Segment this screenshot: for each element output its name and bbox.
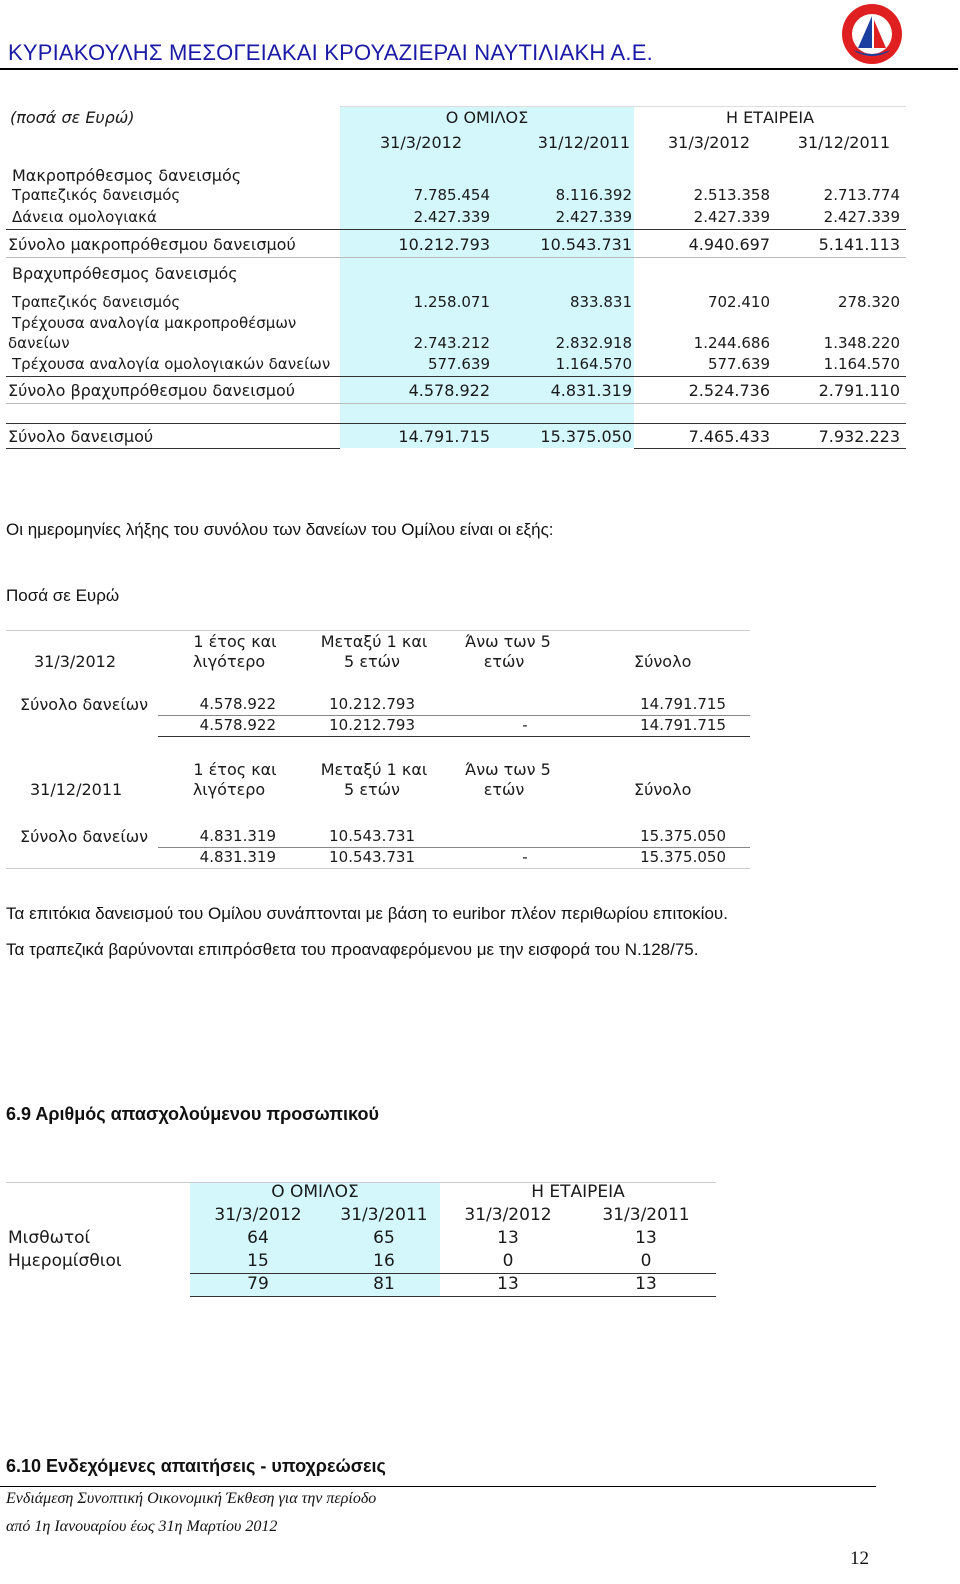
col-header-total: Σύνολο (634, 652, 692, 671)
company-logo (840, 2, 904, 66)
cell-value: 2.513.358 (693, 186, 770, 204)
cell-value: 577.639 (707, 355, 770, 373)
footer-report-title: Ενδιάμεση Συνοπτική Οικονομική Έκθεση για την περίοδο (6, 1490, 377, 1507)
col-header: Μεταξύ 1 και (320, 632, 428, 651)
cell-value: 13 (635, 1228, 657, 1248)
row-label: δανείων (8, 334, 70, 352)
cell-value: 2.427.339 (823, 208, 900, 226)
total-value: 81 (373, 1274, 395, 1294)
total-rule (190, 1296, 716, 1297)
col-header: 1 έτος και (193, 632, 277, 651)
cell-value: 15 (247, 1251, 269, 1271)
total-value: 13 (635, 1274, 657, 1294)
subtotal-rule (6, 376, 906, 377)
total-label: Σύνολο μακροπρόθεσμου δανεισμού (8, 235, 296, 254)
footer-divider (0, 1486, 876, 1487)
cell-value: 577.639 (427, 355, 490, 373)
cell-value: 4.831.319 (199, 848, 276, 866)
total-value: 79 (247, 1274, 269, 1294)
cell-value: 14.791.715 (640, 695, 726, 713)
unit-note: (ποσά σε Ευρώ) (10, 108, 135, 127)
cell-value: 14.791.715 (640, 716, 726, 734)
total-value: 4.940.697 (688, 235, 770, 254)
col-header: 5 ετών (344, 780, 400, 799)
group-header: Ο ΟΜΙΛΟΣ (445, 108, 529, 127)
row-rule (6, 257, 906, 258)
personnel-table (0, 1178, 720, 1300)
row-label: Σύνολο δανείων (20, 827, 149, 846)
cell-value: 2.743.212 (413, 334, 490, 352)
row-label: Τραπεζικός δανεισμός (12, 293, 181, 311)
cell-value: 1.258.071 (413, 293, 490, 311)
cell-value: 2.427.339 (555, 208, 632, 226)
cell-value: - (522, 716, 528, 734)
cell-value: 833.831 (569, 293, 632, 311)
cell-value: 8.116.392 (555, 186, 632, 204)
cell-value: 64 (247, 1228, 269, 1248)
total-value: 4.578.922 (408, 381, 490, 400)
block-date: 31/3/2012 (34, 652, 117, 671)
cell-value: 0 (640, 1251, 652, 1271)
cell-value: 15.375.050 (640, 827, 726, 845)
cell-value: 16 (373, 1251, 395, 1271)
col-header: λιγότερο (192, 780, 266, 799)
row-label: Τρέχουσα αναλογία μακροπροθέσμων (12, 314, 297, 332)
company-title: ΚΥΡΙΑΚΟΥΛΗΣ ΜΕΣΟΓΕΙΑΚΑΙ ΚΡΟΥΑΖΙΕΡΑΙ ΝΑΥΤΙΛΙΑΚΗ Α.Ε. (8, 40, 653, 65)
subtotal-rule (6, 229, 906, 230)
row-label: Μισθωτοί (8, 1228, 91, 1248)
cell-value: - (522, 848, 528, 866)
cell-value: 4.831.319 (199, 827, 276, 845)
date-header: 31/3/2012 (464, 1205, 552, 1225)
cell-value: 13 (497, 1228, 519, 1248)
company-header: Η ΕΤΑΙΡΕΙΑ (725, 108, 815, 127)
date-header: 31/3/2012 (667, 133, 750, 152)
section-heading-6-10: 6.10 Ενδεχόμενες απαιτήσεις - υποχρεώσεις (6, 1456, 386, 1476)
section-heading-6-9: 6.9 Αριθμός απασχολούμενου προσωπικού (6, 1104, 379, 1124)
row-label: Δάνεια ομολογιακά (12, 208, 157, 226)
borrowings-table (0, 100, 960, 460)
cell-value: 10.212.793 (329, 695, 415, 713)
col-header: Άνω των 5 (465, 632, 551, 651)
footer-report-period: από 1η Ιανουαρίου έως 31η Μαρτίου 2012 (6, 1518, 278, 1535)
col-header: Μεταξύ 1 και (320, 760, 428, 779)
cell-value: 7.785.454 (413, 186, 490, 204)
top-rule (340, 106, 906, 107)
cell-value: 2.832.918 (555, 334, 632, 352)
interest-line-2: Τα τραπεζικά βαρύνονται επιπρόσθετα του προαναφερόμενου με την εισφορά του Ν.128/75. (6, 940, 699, 959)
cell-value: 1.164.570 (555, 355, 632, 373)
grand-total-value: 15.375.050 (540, 427, 632, 446)
total-value: 13 (497, 1274, 519, 1294)
cell-value: 10.543.731 (329, 827, 415, 845)
total-value: 2.524.736 (688, 381, 770, 400)
grand-total-value: 7.465.433 (688, 427, 770, 446)
total-value: 2.791.110 (818, 381, 900, 400)
row-rule (6, 403, 906, 404)
cell-value: 702.410 (707, 293, 770, 311)
grand-total-value: 14.791.715 (398, 427, 490, 446)
currency-note: Ποσά σε Ευρώ (6, 586, 120, 605)
cell-value: 15.375.050 (640, 848, 726, 866)
company-header: Η ΕΤΑΙΡΕΙΑ (531, 1182, 625, 1202)
cell-value: 1.164.570 (823, 355, 900, 373)
logo-emblem-icon (840, 2, 904, 66)
cell-value: 2.427.339 (413, 208, 490, 226)
date-header: 31/3/2012 (214, 1205, 302, 1225)
total-value: 5.141.113 (818, 235, 900, 254)
total-rule (6, 423, 906, 424)
grand-total-label: Σύνολο δανεισμού (8, 427, 154, 446)
cell-value: 1.348.220 (823, 334, 900, 352)
col-header-total: Σύνολο (634, 780, 692, 799)
col-header: 5 ετών (344, 652, 400, 671)
total-label: Σύνολο βραχυπρόθεσμου δανεισμού (8, 381, 296, 400)
page-number: 12 (850, 1548, 869, 1569)
top-rule (6, 630, 750, 631)
cell-value: 1.244.686 (693, 334, 770, 352)
row-label: Σύνολο δανείων (20, 695, 149, 714)
grand-total-rule (634, 448, 906, 449)
cell-value: 4.578.922 (199, 695, 276, 713)
cell-value: 2.713.774 (823, 186, 900, 204)
col-header: λιγότερο (192, 652, 266, 671)
grand-total-rule (6, 448, 340, 449)
long-term-title: Μακροπρόθεσμος δανεισμός (12, 166, 242, 185)
col-header: Άνω των 5 (465, 760, 551, 779)
total-value: 10.543.731 (540, 235, 632, 254)
cell-value: 2.427.339 (693, 208, 770, 226)
short-term-title: Βραχυπρόθεσμος δανεισμός (12, 264, 238, 283)
total-value: 4.831.319 (550, 381, 632, 400)
group-header: Ο ΟΜΙΛΟΣ (271, 1182, 359, 1202)
cell-value: 4.578.922 (199, 716, 276, 734)
date-header: 31/3/2012 (379, 133, 462, 152)
date-header: 31/3/2011 (340, 1205, 428, 1225)
date-header: 31/3/2011 (602, 1205, 690, 1225)
cell-value: 0 (502, 1251, 514, 1271)
col-header: ετών (483, 780, 525, 799)
interest-line-1: Τα επιτόκια δανεισμού του Ομίλου συνάπτονται με βάση το euribor πλέον περιθωρίου επιτοκίου. (6, 904, 728, 923)
date-header: 31/12/2011 (797, 133, 890, 152)
cell-value: 10.212.793 (329, 716, 415, 734)
col-header: ετών (483, 652, 525, 671)
cell-value: 65 (373, 1228, 395, 1248)
block-date: 31/12/2011 (30, 780, 123, 799)
total-value: 10.212.793 (398, 235, 490, 254)
col-header: 1 έτος και (193, 760, 277, 779)
date-header: 31/12/2011 (537, 133, 630, 152)
maturity-intro: Οι ημερομηνίες λήξης του συνόλου των δανείων του Ομίλου είναι οι εξής: (6, 520, 554, 539)
row-label: Τραπεζικός δανεισμός (12, 186, 181, 204)
grand-total-value: 7.932.223 (818, 427, 900, 446)
cell-value: 10.543.731 (329, 848, 415, 866)
row-label: Ημερομίσθιοι (8, 1251, 122, 1271)
maturity-table (0, 628, 760, 870)
total-rule (158, 736, 750, 737)
header-divider (0, 68, 958, 70)
row-label: Τρέχουσα αναλογία ομολογιακών δανείων (12, 355, 331, 373)
cell-value: 278.320 (837, 293, 900, 311)
bottom-rule (6, 868, 750, 869)
